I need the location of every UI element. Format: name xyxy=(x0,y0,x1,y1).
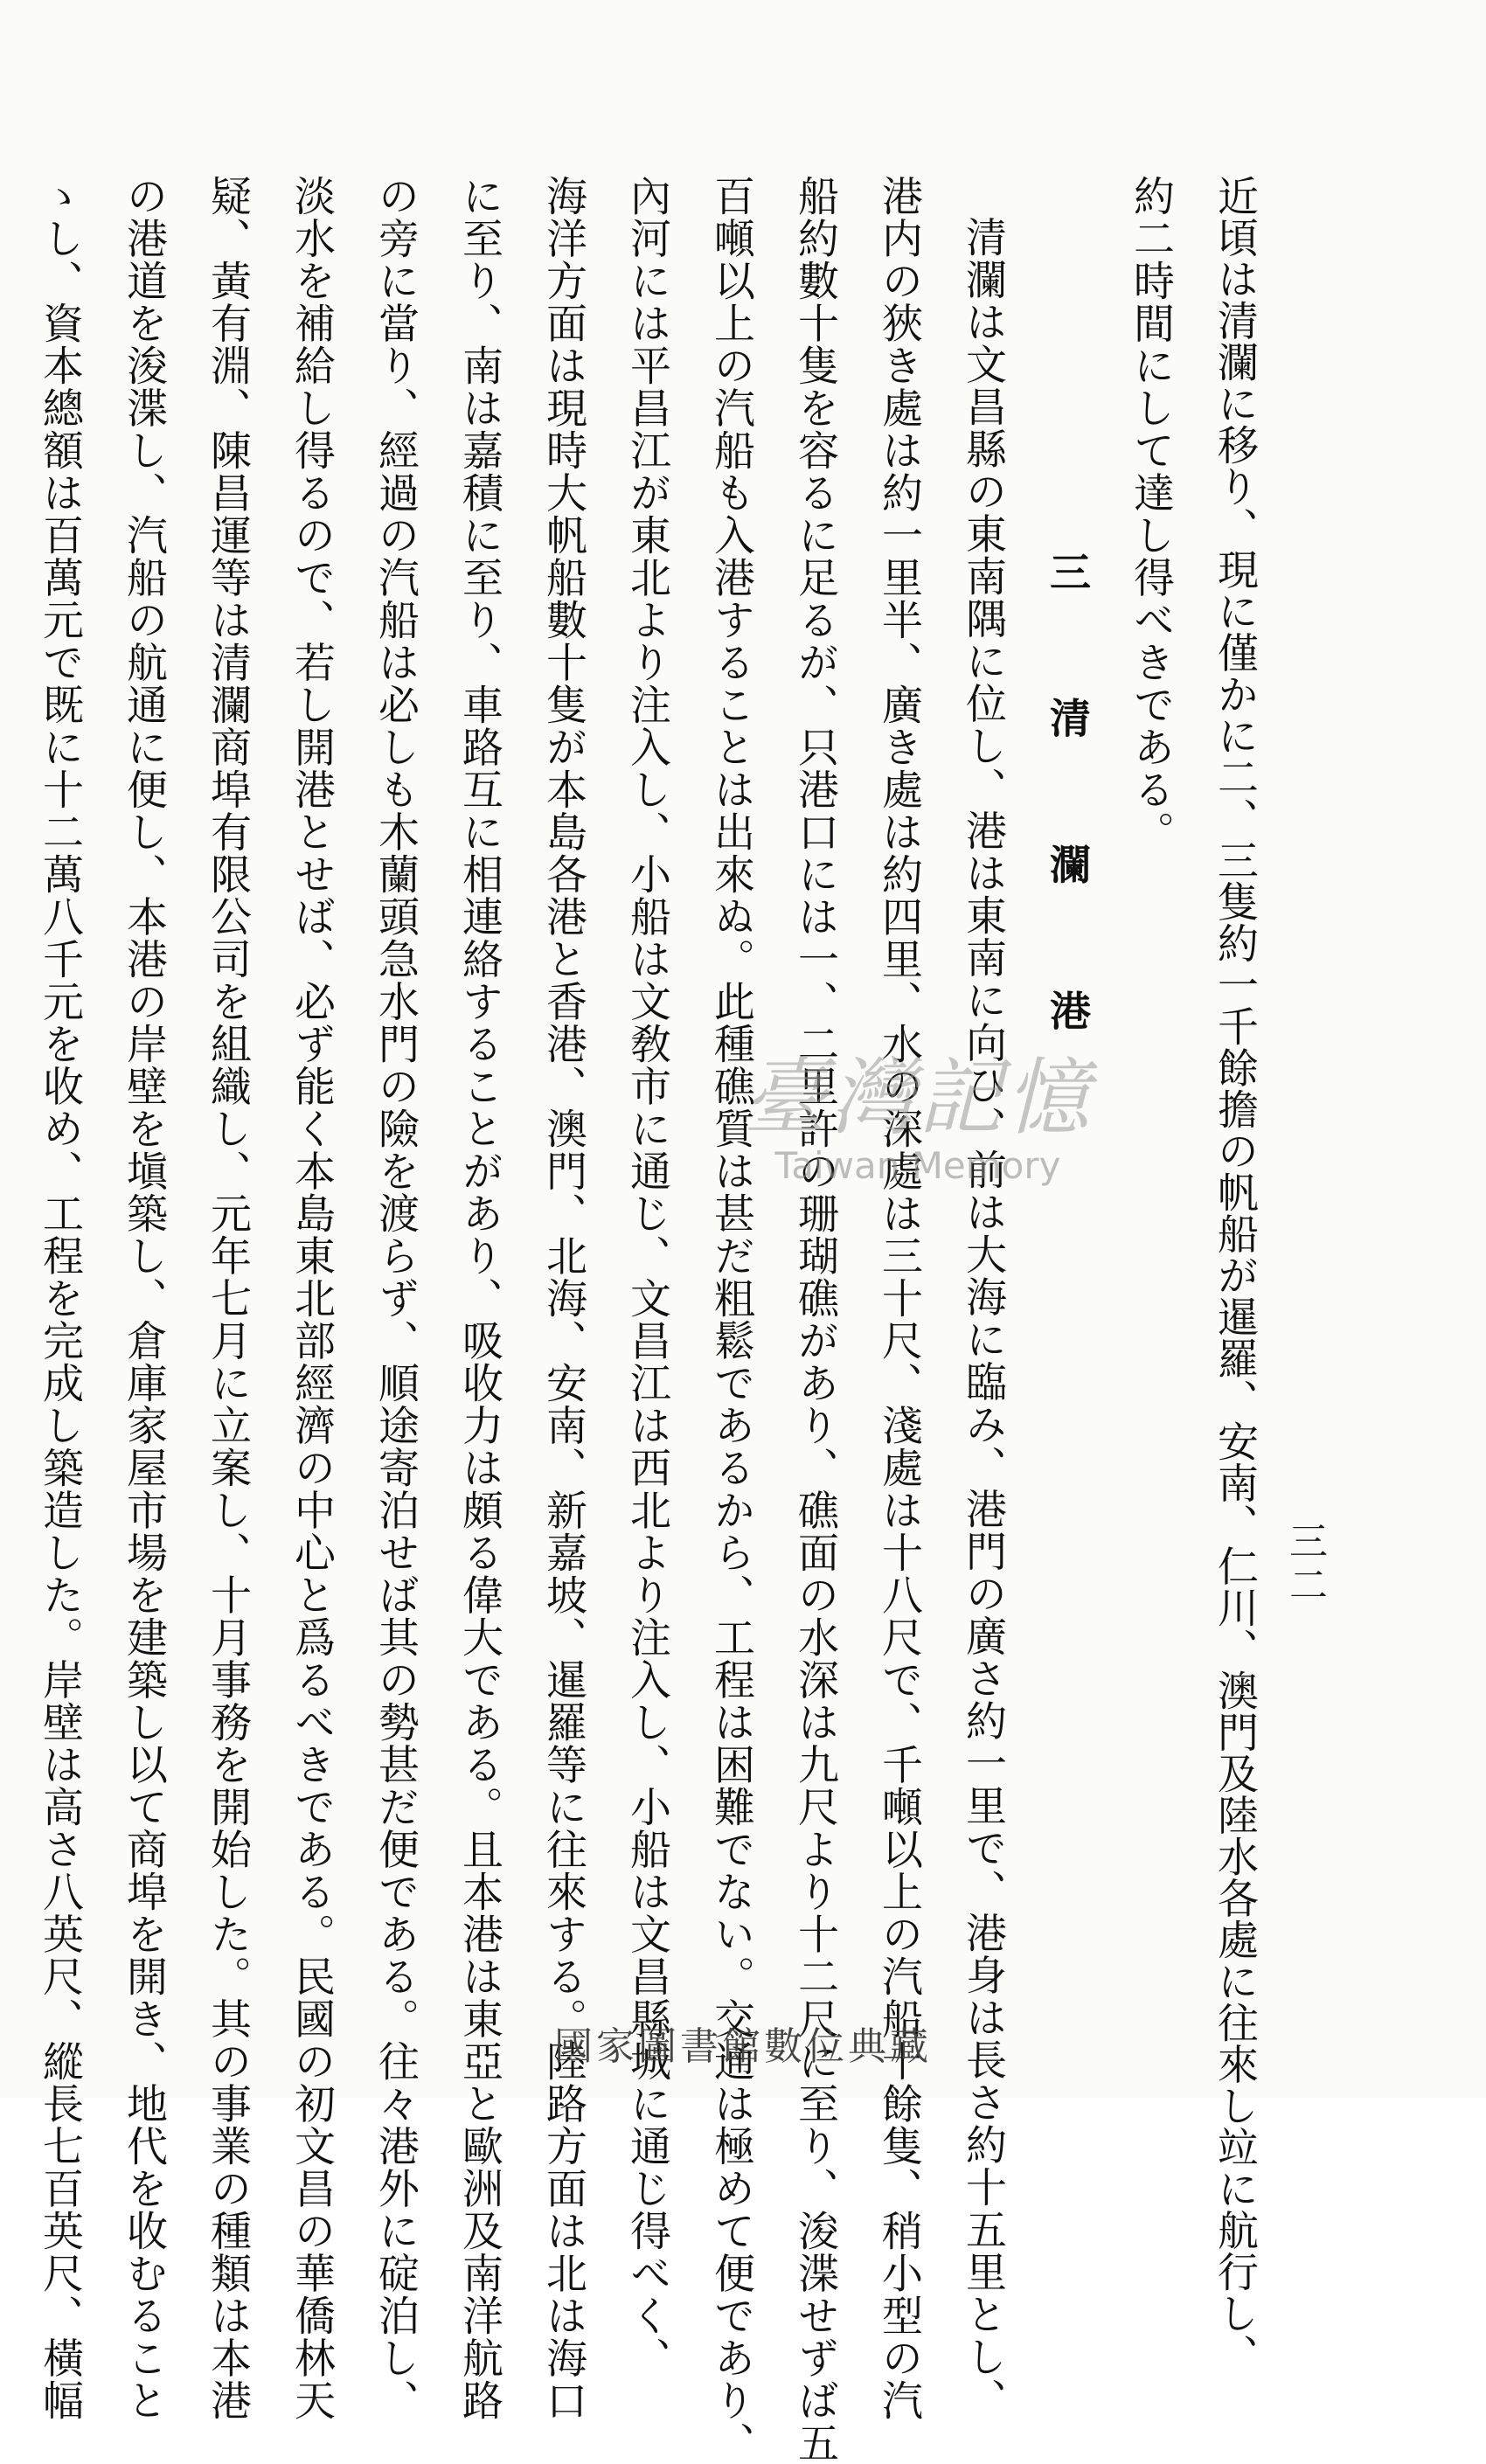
text-column: の旁に當り、經過の汽船は必しも木蘭頭急水門の險を渡らず、順途寄泊せば其の勢甚だ便である。往々港外に碇泊し、 xyxy=(372,175,420,2422)
watermark-chinese: 臺灣記憶 xyxy=(743,1049,1093,1147)
text-column xyxy=(0,175,17,259)
text-column: 海洋方面は現時大帆船數十隻が本島各港と香港、澳門、北海、安南、新嘉坡、暹羅等に往來する。陸路方面は北は海口 xyxy=(539,175,587,2422)
section-heading: 三 清 瀾 港 xyxy=(1043,551,1091,1077)
text-column: 百噸以上の汽船も入港することは出來ぬ。此種礁質は甚だ粗鬆であるから、工程は困難でない。交通は極めて便であり、 xyxy=(707,175,755,2464)
text-column: ゝし、資本總額は百萬元で既に十二萬八千元を收め、工程を完成し築造した。岸壁は高さ八英尺、縱長七百英尺、橫幅 xyxy=(36,175,84,2422)
page-number: 三二 xyxy=(1282,1521,1327,1608)
text-column: 港内の狹き處は約一里半、廣き處は約四里、水の深處は三十尺、淺處は十八尺で、千噸以上の汽船十餘隻、稍小型の汽 xyxy=(875,175,923,2422)
watermark-english: Taiwan Memory xyxy=(774,1144,1061,1187)
text-column: に至り、南は嘉積に至り、車路互に相連絡することがあり、吸收力は頗る偉大である。且本港は東亞と歐洲及南洋航路 xyxy=(455,175,503,2422)
text-column: 疑、黃有淵、陳昌運等は清瀾商埠有限公司を組織し、元年七月に立案し、十月事務を開始した。其の事業の種類は本港 xyxy=(204,175,252,2422)
text-column: 內河には平昌江が東北より注入し、小船は文敎市に通じ、文昌江は西北より注入し、小船は文昌縣城に通じ得べく、 xyxy=(623,175,671,2379)
text-column: 淡水を補給し得るので、若し開港とせば、必ず能く本島東北部經濟の中心と爲るべきである。民國の初文昌の華僑林天 xyxy=(288,175,336,2422)
text-column: 船約數十隻を容るに足るが、只港口には一、二里許の珊瑚礁があり、礁面の水深は九尺より十二尺に至り、浚渫せずば五 xyxy=(791,175,839,2464)
text-column: 約二時間にして達し得べきである。 xyxy=(1127,175,1175,853)
text-column: 清瀾は文昌縣の東南隅に位し、港は東南に向ひ、前は大海に臨み、港門の廣さ約一里で、港身は長さ約十五里とし、 xyxy=(959,216,1007,2420)
footer-credit: 國家圖書館數位典藏 xyxy=(554,2024,932,2069)
text-column: 近頃は清瀾に移り、現に僅かに二、三隻約一千餘擔の帆船が暹羅、安南、仁川、澳門及陸水各處に往來し竝に航行し、 xyxy=(1211,175,1259,2376)
text-column: の港道を浚渫し、汽船の航通に便し、本港の岸壁を塡築し、倉庫家屋市場を建築し以て商埠を開き、地代を收むること xyxy=(120,175,168,2422)
